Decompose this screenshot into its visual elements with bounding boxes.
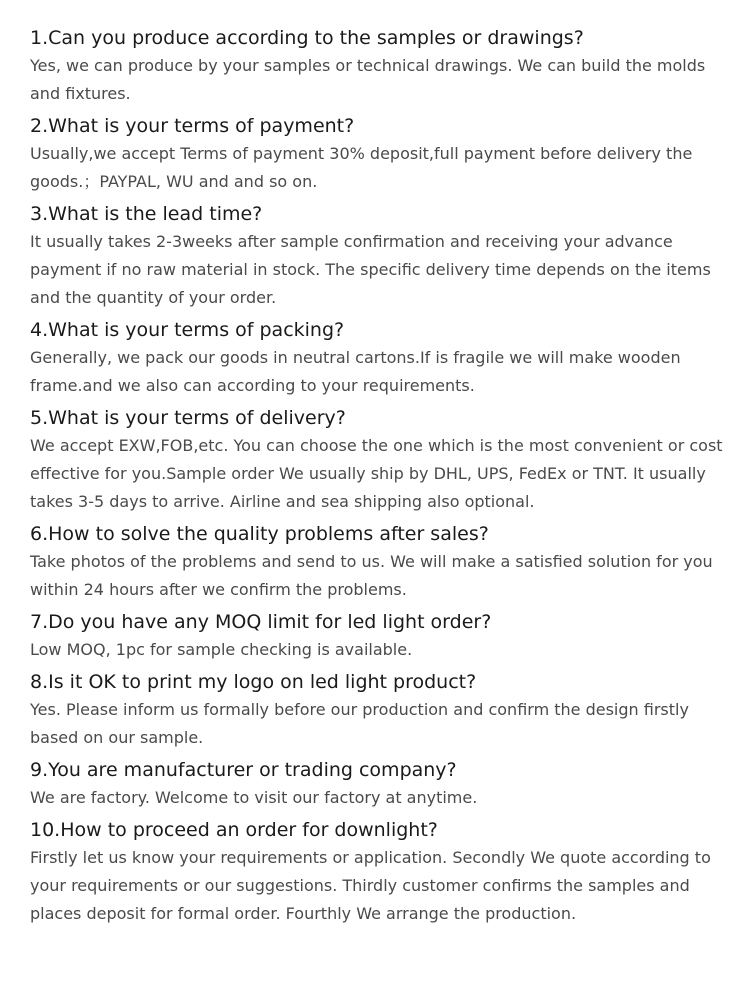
faq-question: 7.Do you have any MOQ limit for led light order? (30, 611, 492, 633)
faq-question: 1.Can you produce according to the samples or drawings? (30, 27, 584, 49)
faq-question: 9.You are manufacturer or trading company? (30, 759, 457, 781)
faq-answer: Firstly let us know your requirements or application. Secondly We quote according to your requirements or our suggestions. Thirdly customer confirms the samples and places deposit for formal order. Fourthly We arrange the production. (30, 848, 711, 923)
faq-answer: Usually,we accept Terms of payment 30% deposit,full payment before delivery the goods.；PAYPAL, WU and and so on. (30, 144, 693, 191)
faq-item-4 (30, 316, 730, 400)
faq-item-2 (30, 112, 730, 196)
faq-answer: Take photos of the problems and send to us. We will make a satisfied solution for you within 24 hours after we confirm the problems. (30, 552, 713, 599)
faq-item-8 (30, 668, 730, 752)
faq-item-6 (30, 520, 730, 604)
faq-item-10 (30, 816, 730, 928)
faq-item-9 (30, 756, 730, 812)
faq-question: 3.What is the lead time? (30, 203, 263, 225)
faq-answer: Yes. Please inform us formally before our production and confirm the design firstly based on our sample. (30, 700, 689, 747)
faq-question: 5.What is your terms of delivery? (30, 407, 346, 429)
faq-question: 10.How to proceed an order for downlight? (30, 819, 438, 841)
faq-answer: We accept EXW,FOB,etc. You can choose the one which is the most convenient or cost effective for you.Sample order We usually ship by DHL, UPS, FedEx or TNT. It usually takes 3-5 days to arrive. Airline and sea shipping also optional. (30, 436, 723, 511)
faq-item-5 (30, 404, 730, 516)
faq-question: 2.What is your terms of payment? (30, 115, 355, 137)
faq-answer: We are factory. Welcome to visit our factory at anytime. (30, 788, 478, 807)
faq-answer: Yes, we can produce by your samples or technical drawings. We can build the molds and fixtures. (30, 56, 706, 103)
faq-list (30, 24, 730, 932)
faq-answer: It usually takes 2-3weeks after sample confirmation and receiving your advance payment if no raw material in stock. The specific delivery time depends on the items and the quantity of your order. (30, 232, 711, 307)
faq-answer: Low MOQ, 1pc for sample checking is available. (30, 640, 413, 659)
faq-item-3 (30, 200, 730, 312)
faq-item-7 (30, 608, 730, 664)
faq-question: 8.Is it OK to print my logo on led light product? (30, 671, 477, 693)
faq-answer: Generally, we pack our goods in neutral cartons.If is fragile we will make wooden frame.and we also can according to your requirements. (30, 348, 681, 395)
faq-item-1 (30, 24, 730, 108)
faq-question: 4.What is your terms of packing? (30, 319, 345, 341)
faq-question: 6.How to solve the quality problems after sales? (30, 523, 489, 545)
